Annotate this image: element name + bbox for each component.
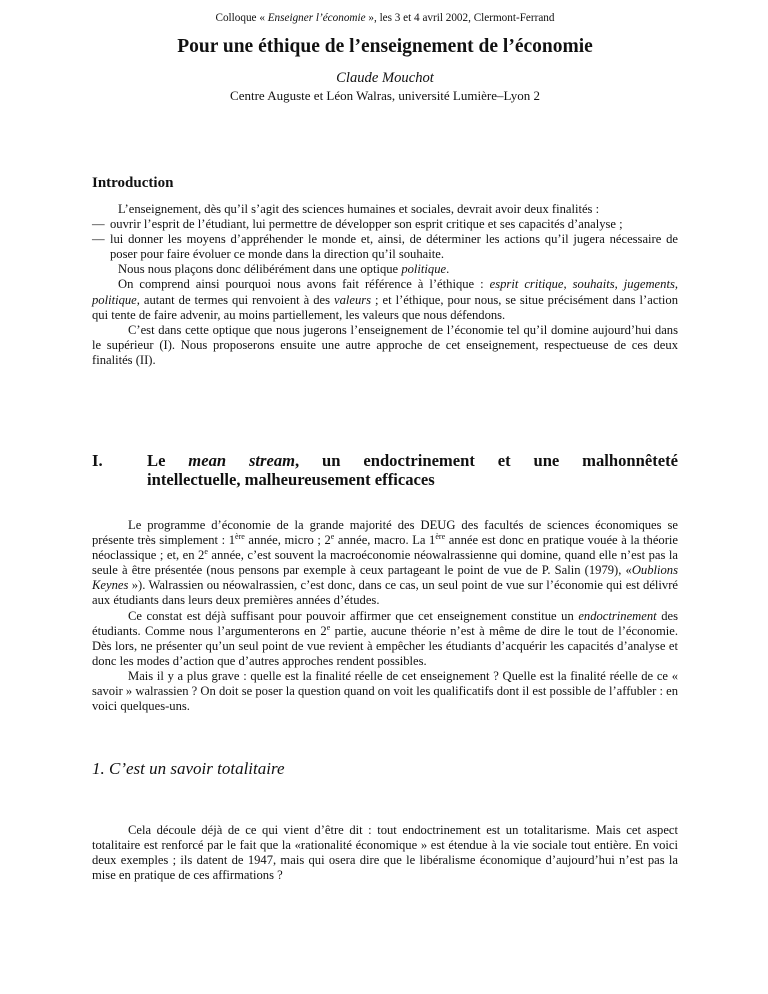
emphasis: politique — [401, 262, 447, 277]
conference-header — [92, 12, 678, 25]
author-name: Claude Mouchot — [336, 70, 434, 86]
section-1-body — [92, 823, 678, 883]
part-heading-line-2: intellectuelle, malheureusement efficaces — [147, 470, 435, 489]
em-dash-bullet: — — [92, 232, 105, 247]
text-run: ; et l’éthique, pour nous, se situe précisément dans l’action qui tente de faire advenir, au moins partiellement, les valeurs que nous défendons. — [92, 292, 678, 322]
intro-list-item-2 — [92, 232, 678, 262]
header-prefix: Colloque « — [215, 12, 268, 24]
part-heading-line-1 — [147, 451, 678, 470]
emphasis: mean stream — [188, 451, 296, 470]
part1-paragraph-2 — [92, 609, 678, 669]
emphasis: valeurs — [333, 292, 372, 307]
text-run: partie, aucune théorie n’est à même de dire le tout de l’économie. Dès lors, ne présenter qu’un seul point de vue revient à empêcher les étudiants d’acquérir les capacités d’analyse et donc les modes d’action que d’autres approches rendent possibles. — [92, 623, 678, 668]
superscript: e — [204, 547, 208, 557]
emphasis: esprit critique, souhaits, jugements, politique, — [92, 277, 678, 307]
emphasis: Oublions Keynes — [92, 563, 678, 593]
text-run: année, c’est souvent la macroéconomie néowalrassienne qui domine, quand elle n’est pas la seule à être présentée (nous pensons par exemple à ceux partageant le point de vue de P. Salin (1979), « — [92, 548, 678, 578]
text-run: des étudiants. Comme nous l’argumenterons en 2 — [92, 608, 678, 638]
text-run: année, micro ; 2 — [244, 533, 331, 548]
emphasis: endoctrinement — [578, 608, 657, 623]
part-1-heading — [92, 451, 678, 489]
text-run: »). Walrassien ou néowalrassien, c’est donc, dans ce cas, un seul point de vue sur l’économie qui est délivré aux étudiants dans leurs deux premières années d’études. — [92, 578, 678, 608]
superscript: ère — [435, 532, 446, 542]
part-heading-text — [147, 451, 678, 489]
intro-politique-paragraph — [92, 262, 678, 277]
text-run: . — [446, 262, 450, 277]
superscript: ère — [235, 532, 245, 542]
introduction-body — [92, 202, 678, 368]
text-run: année, macro. La 1 — [334, 533, 436, 548]
part-number: I. — [92, 451, 103, 470]
introduction-heading: Introduction — [92, 175, 174, 191]
text-run: Le programme d’économie de la grande majorité des DEUG des facultés de sciences économiques se présente très simplement : 1 — [92, 518, 678, 548]
text-run: année est donc en pratique vouée à la théorie néoclassique ; et, en 2 — [92, 533, 679, 563]
text-run: Ce constat est déjà suffisant pour pouvoir affirmer que cet enseignement constitue un — [128, 608, 579, 623]
part1-paragraph-3: Mais il y a plus grave : quelle est la finalité réelle de cet enseignement ? Quelle est la finalité réelle de ce « savoir » walrassien ? On doit se poser la question quand on voit les qualificatifs dont il est possible de l’affubler : en voici quelques-uns. — [92, 668, 678, 714]
paper-title: Pour une éthique de l’enseignement de l’économie — [177, 36, 593, 57]
intro-ethique-paragraph — [92, 277, 678, 322]
superscript: e — [326, 622, 331, 632]
section-1-heading: 1. C’est un savoir totalitaire — [92, 759, 285, 778]
em-dash-bullet: — — [92, 217, 105, 232]
intro-lead-paragraph: L’enseignement, dès qu’il s’agit des sciences humaines et sociales, devrait avoir deux finalités : — [118, 202, 600, 216]
author-affiliation: Centre Auguste et Léon Walras, université Lumière–Lyon 2 — [230, 88, 540, 103]
section1-paragraph-1: Cela découle déjà de ce qui vient d’être dit : tout endoctrinement est un totalitarisme. Mais cet aspect totalitaire est renforcé par le fait que la «rationalité économique » est étendue à la vie sociale tout entière. En voici deux exemples ; ils datent de 1947, mais qui osera dire que le libéralisme économique d’aujourd’hui n’est pas la mise en pratique de ces affirmations ? — [92, 823, 678, 883]
text-run: , un endoctrinement et une malhonnêteté — [295, 451, 678, 470]
intro-list-item-text: lui donner les moyens d’appréhender le monde et, ainsi, de déterminer les actions qu’il jugera nécessaire de poser pour faire évoluer ce monde dans la direction qu’il souhaite. — [110, 232, 678, 262]
intro-list-item-text: ouvrir l’esprit de l’étudiant, lui permettre de développer son esprit critique et ses capacités d’analyse ; — [110, 217, 623, 232]
intro-plan-paragraph: C’est dans cette optique que nous jugerons l’enseignement de l’économie tel qu’il domine aujourd’hui dans le supérieur (I). Nous proposerons ensuite une autre approche de cet enseignement, respectueuse de ces deux finalités (II). — [92, 322, 678, 367]
text-run: Nous nous plaçons donc délibérément dans une optique — [118, 262, 402, 277]
text-run: On comprend ainsi pourquoi nous avons fait référence à l’éthique : — [118, 277, 490, 292]
part-1-body — [92, 518, 678, 714]
intro-list-item-1 — [92, 217, 678, 232]
header-suffix: », les 3 et 4 avril 2002, Clermont-Ferrand — [365, 12, 555, 24]
text-run: autant de termes qui renvoient à des — [139, 292, 334, 307]
superscript: e — [330, 532, 335, 542]
part1-paragraph-1 — [92, 518, 678, 609]
text-run: Le — [147, 451, 189, 470]
header-event-title: Enseigner l’économie — [267, 12, 366, 24]
